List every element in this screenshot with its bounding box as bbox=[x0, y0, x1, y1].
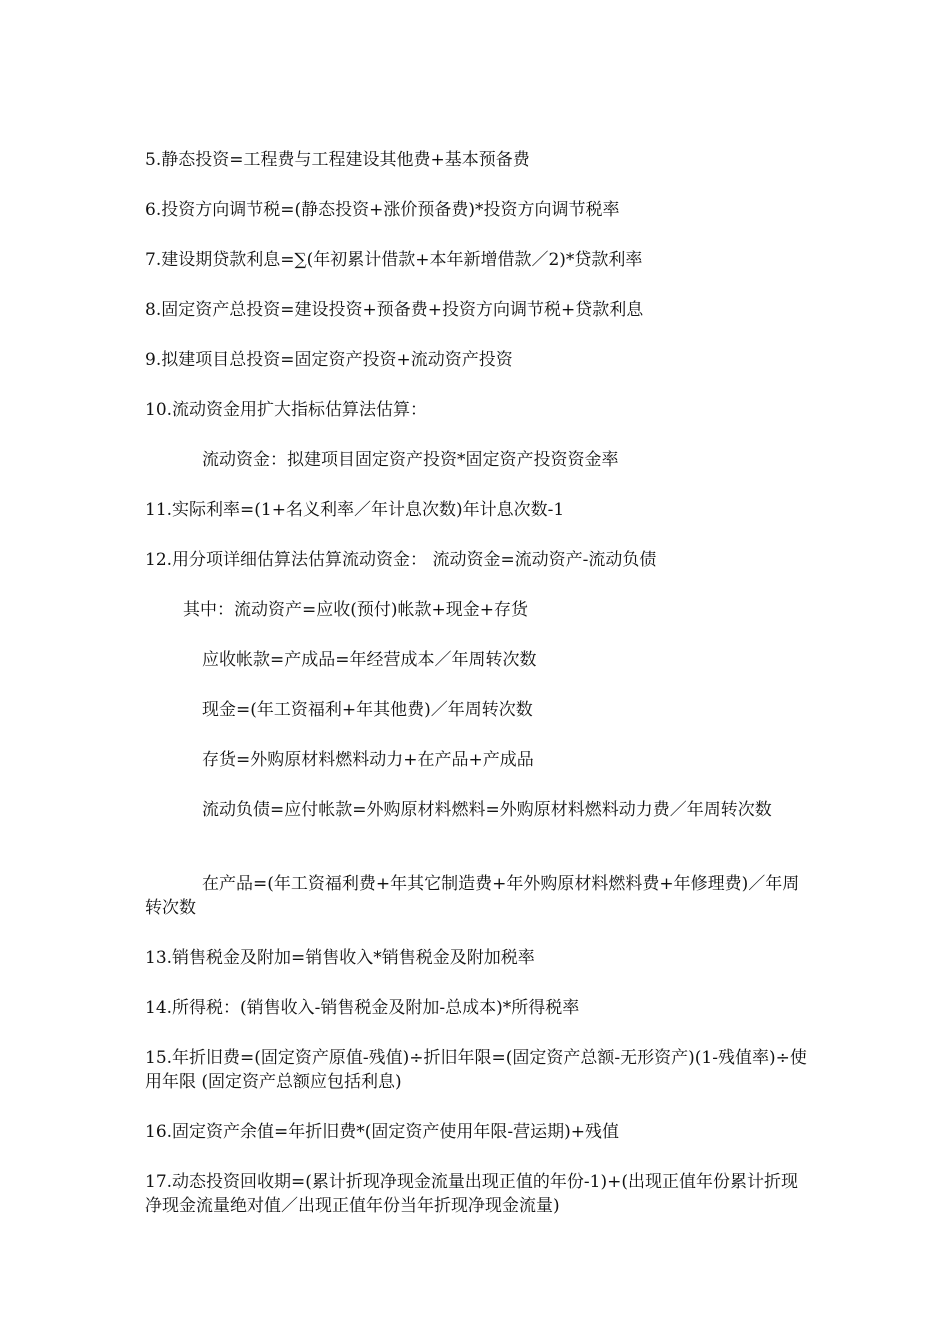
formula-line-15: 15.年折旧费=(固定资产原值-残值)÷折旧年限=(固定资产总额-无形资产)(1-残值率)÷使用年限 (固定资产总额应包括利息) bbox=[145, 1048, 807, 1092]
formula-line-12-current-liabilities: 流动负债=应付帐款=外购原材料燃料=外购原材料燃料动力费／年周转次数 bbox=[202, 800, 772, 820]
formula-line-13: 13.销售税金及附加=销售收入*销售税金及附加税率 bbox=[145, 948, 535, 968]
formula-line-8: 8.固定资产总投资=建设投资+预备费+投资方向调节税+贷款利息 bbox=[145, 300, 644, 320]
formula-line-16: 16.固定资产余值=年折旧费*(固定资产使用年限-营运期)+残值 bbox=[145, 1122, 620, 1142]
formula-line-6: 6.投资方向调节税=(静态投资+涨价预备费)*投资方向调节税率 bbox=[145, 200, 620, 220]
formula-line-10-detail: 流动资金：拟建项目固定资产投资*固定资产投资资金率 bbox=[202, 450, 619, 470]
formula-line-12: 12.用分项详细估算法估算流动资金： 流动资金=流动资产-流动负债 bbox=[145, 550, 657, 570]
formula-line-17: 17.动态投资回收期=(累计折现净现金流量出现正值的年份-1)+(出现正值年份累计折现净现金流量绝对值／出现正值年份当年折现净现金流量) bbox=[145, 1172, 798, 1216]
formula-line-14: 14.所得税：(销售收入-销售税金及附加-总成本)*所得税率 bbox=[145, 998, 580, 1018]
formula-line-10: 10.流动资金用扩大指标估算法估算： bbox=[145, 400, 428, 420]
formula-line-7: 7.建设期贷款利息=∑(年初累计借款+本年新增借款／2)*贷款利率 bbox=[145, 250, 643, 270]
formula-line-12-inventory: 存货=外购原材料燃料动力+在产品+产成品 bbox=[202, 750, 534, 770]
formula-line-12-receivables: 应收帐款=产成品=年经营成本／年周转次数 bbox=[202, 650, 537, 670]
formula-line-12-current-assets: 其中：流动资产=应收(预付)帐款+现金+存货 bbox=[183, 600, 528, 620]
formula-line-11: 11.实际利率=(1+名义利率／年计息次数)年计息次数-1 bbox=[145, 500, 565, 520]
formula-line-12-cash: 现金=(年工资福利+年其他费)／年周转次数 bbox=[202, 700, 533, 720]
formula-line-5: 5.静态投资=工程费与工程建设其他费+基本预备费 bbox=[145, 150, 530, 170]
formula-line-9: 9.拟建项目总投资=固定资产投资+流动资产投资 bbox=[145, 350, 513, 370]
formula-line-12-work-in-process: 在产品=(年工资福利费+年其它制造费+年外购原材料燃料费+年修理费)／年周转次数 bbox=[145, 874, 800, 918]
